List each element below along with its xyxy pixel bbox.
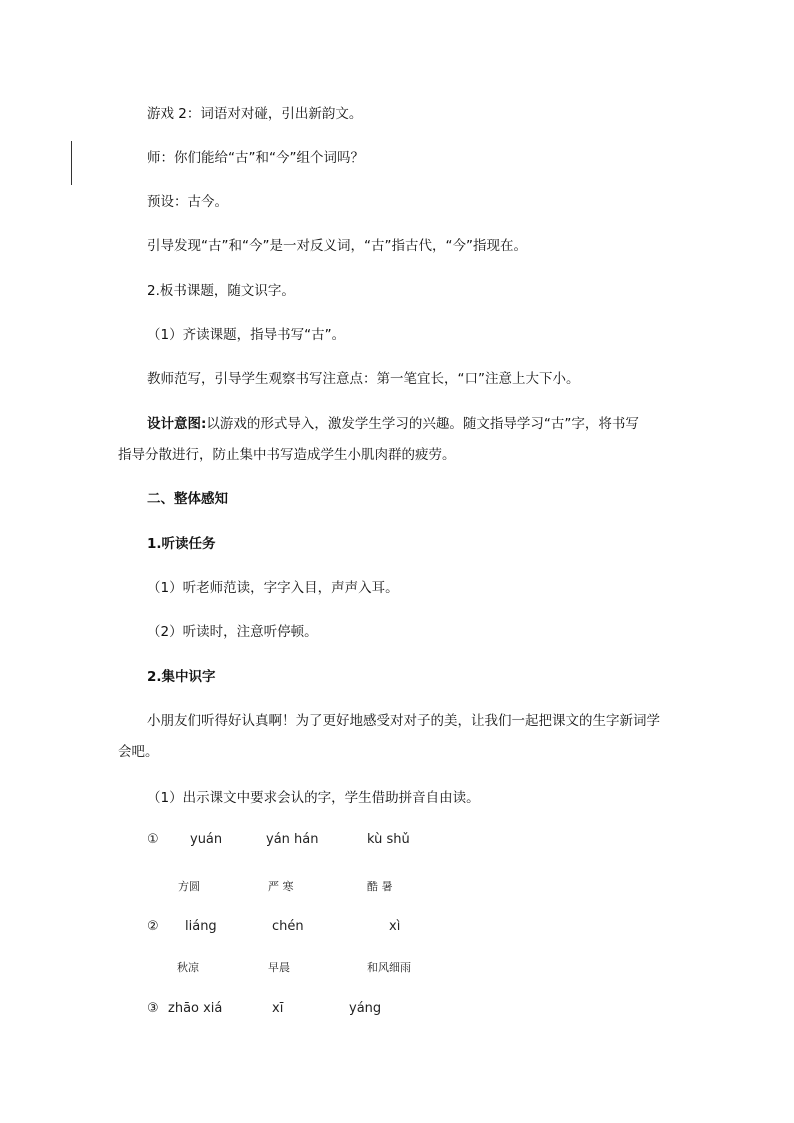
hanzi-word: 和风细雨 [367,961,411,974]
pinyin: liáng [185,919,217,934]
pinyin: yáng [349,1001,382,1016]
intro-line2: 会吧。 [118,744,159,760]
row-number: ② [147,919,159,934]
row-number: ③ [147,1001,159,1016]
design-intent-line2: 指导分散进行，防止集中书写造成学生小肌肉群的疲劳。 [118,447,456,463]
row-number: ① [147,832,159,847]
pinyin: zhāo xiá [168,1001,223,1016]
step2-line: 2.板书课题，随文识字。 [147,283,295,299]
intro-line1: 小朋友们听得好认真啊！为了更好地感受对对子的美，让我们一起把课文的生字新词学 [147,713,660,729]
subheading-listening: 1.听读任务 [147,536,216,552]
pinyin: kù shǔ [367,832,410,847]
pinyin: xì [389,919,401,934]
pinyin: chén [272,919,304,934]
step2-sub1: （1）齐读课题，指导书写“古”。 [147,327,346,343]
hanzi-word: 早晨 [268,961,290,974]
preset-answer: 预设：古今。 [147,194,228,210]
pinyin: xī [272,1001,284,1016]
listening-item2: （2）听读时，注意听停顿。 [147,624,318,640]
demo-line: 教师范写，引导学生观察书写注意点：第一笔宜长，“口”注意上大下小。 [147,371,580,387]
hanzi-word: 方圆 [178,880,200,893]
design-intent-label: 设计意图: [147,416,207,432]
design-intent-line1 [147,414,639,434]
subheading-literacy: 2.集中识字 [147,669,216,685]
teacher-question: 师：你们能给“古”和“今”组个词吗？ [147,150,364,166]
task1-line: （1）出示课文中要求会认的字，学生借助拼音自由读。 [147,790,480,806]
design-intent-text1: 以游戏的形式导入，激发学生学习的兴趣。随文指导学习“古”字，将书写 [206,416,639,432]
listening-item1: （1）听老师范读，字字入目，声声入耳。 [147,580,399,596]
section-heading: 二、整体感知 [147,491,228,507]
hanzi-word: 秋凉 [177,961,199,974]
hanzi-word: 严 寒 [268,880,294,893]
pinyin: yuán [190,832,223,847]
guide-line: 引导发现“古”和“今”是一对反义词，“古”指古代，“今”指现在。 [147,238,527,254]
pinyin: yán hán [266,832,319,847]
hanzi-word: 酷 暑 [367,880,393,893]
margin-change-bar [71,141,72,185]
game2-line: 游戏 2：词语对对碰，引出新韵文。 [147,106,363,122]
